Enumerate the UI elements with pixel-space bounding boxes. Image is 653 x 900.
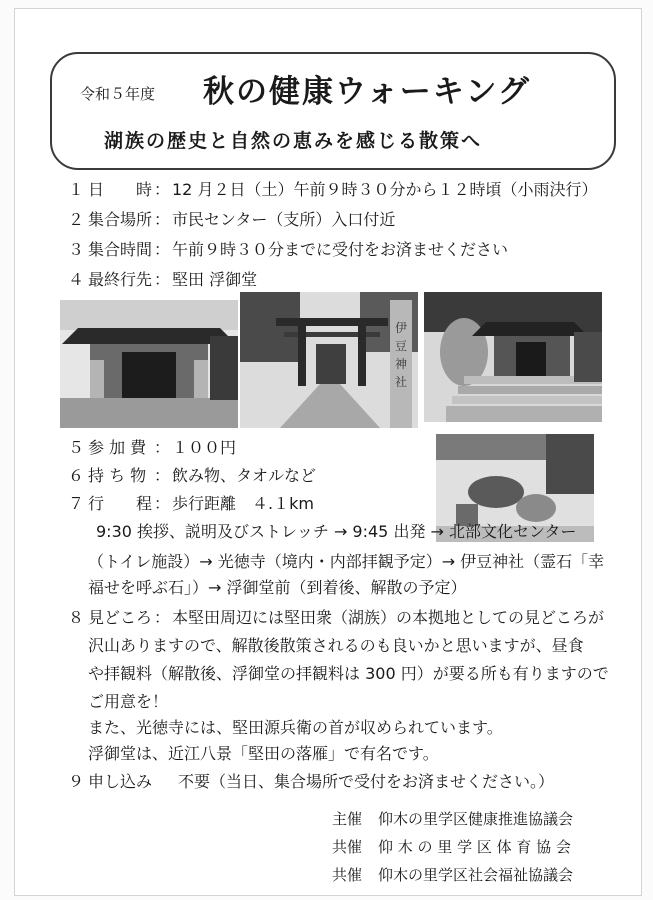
item-value: １００円 [172, 438, 237, 457]
page-subtitle: 湖族の歴史と自然の恵みを感じる散策へ [104, 130, 483, 152]
sponsor-role: 共催 [332, 838, 363, 856]
item-label: 参 加 費 [88, 438, 147, 457]
item-label: 行 程 [88, 494, 153, 513]
item-number: ７ [68, 494, 85, 513]
svg-text:社: 社 [394, 375, 408, 389]
item-number: ４ [68, 270, 85, 289]
svg-text:豆: 豆 [394, 339, 408, 353]
item-value: 市民センター（支所）入口付近 [172, 210, 396, 229]
highlights-line: 沢山ありますので、解散後散策されるのも良いかと思いますが、昼食 [88, 636, 584, 655]
item-number: ６ [68, 466, 85, 485]
svg-text:伊: 伊 [394, 321, 408, 335]
item-number: ５ [68, 438, 85, 457]
sponsor-role: 主催 [332, 810, 363, 828]
highlights-line: ご用意を！ [88, 692, 169, 711]
temple-steps-photo [424, 292, 602, 422]
item-value: 堅田 浮御堂 [172, 270, 258, 289]
item-value: 本堅田周辺には堅田衆（湖族）の本拠地としての見どころが [172, 608, 605, 627]
sponsor-name: 仰木の里学区健康推進協議会 [378, 810, 574, 828]
item-number: ８ [68, 608, 85, 627]
item-label: 持 ち 物 [88, 466, 147, 485]
item-label: 集合場所 [88, 210, 153, 229]
temple-gate-photo [60, 300, 238, 428]
page-title: 秋の健康ウォーキング [203, 74, 531, 110]
highlights-line: 浮御堂は、近江八景「堅田の落雁」で有名です。 [88, 744, 439, 763]
highlights-line: また、光徳寺には、堅田源兵衛の首が収められています。 [88, 718, 503, 737]
route-line: 福せを呼ぶ石」）→ 浮御堂前（到着後、解散の予定） [88, 578, 467, 597]
item-number: ９ [68, 772, 85, 791]
item-label: 見どころ [88, 608, 153, 627]
item-number: ３ [68, 240, 85, 259]
item-label: 日 時 [88, 180, 153, 199]
item-label: 集合時間 [88, 240, 153, 259]
item-number: ２ [68, 210, 85, 229]
item-label: 最終行先 [88, 270, 153, 289]
item-value: 歩行距離 ４.１km [172, 494, 314, 513]
item-number: １ [68, 180, 85, 199]
sponsor-name: 仰木の里学区社会福祉協議会 [378, 866, 574, 884]
svg-text:神: 神 [394, 357, 408, 371]
item-value: 午前９時３０分までに受付をお済ませください [172, 240, 509, 259]
sponsor-name: 仰 木 の 里 学 区 体 育 協 会 [378, 838, 571, 856]
route-line: （トイレ施設）→ 光徳寺（境内・内部拝観予定）→ 伊豆神社（霊石「幸 [88, 552, 605, 571]
item-value: 12 月２日（土）午前９時３０分から１２時頃（小雨決行） [172, 180, 598, 199]
era-label: 令和５年度 [80, 85, 156, 103]
item-value: 不要（当日、集合場所で受付をお済ませください。） [178, 772, 555, 791]
sponsor-role: 共催 [332, 866, 363, 884]
shrine-torii-photo [240, 292, 418, 428]
item-value: 飲み物、タオルなど [172, 466, 317, 485]
route-line: 9:30 挨拶、説明及びストレッチ → 9:45 出発 → 北部文化センター [96, 522, 577, 541]
item-label: 申し込み [88, 772, 153, 791]
highlights-line: や拝観料（解散後、浮御堂の拝観料は 300 円）が要る所も有りますので [88, 664, 609, 683]
